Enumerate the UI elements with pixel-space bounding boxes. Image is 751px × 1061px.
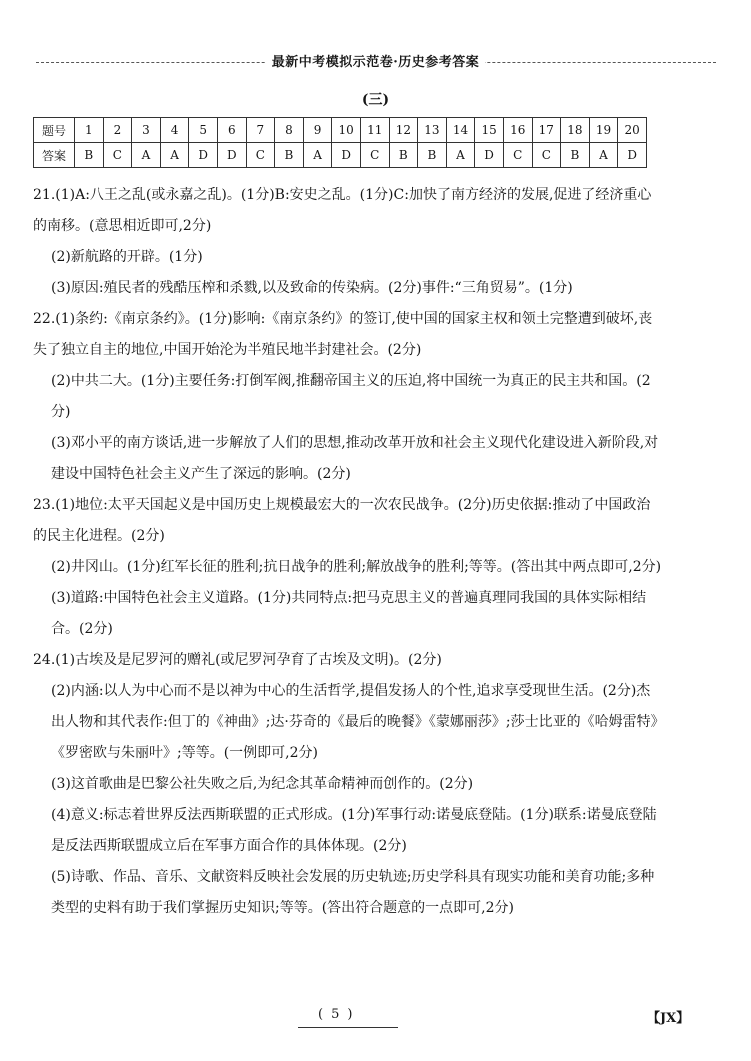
answer-cell: B	[418, 143, 447, 168]
q24-part1: 24.(1)古埃及是尼罗河的赠礼(或尼罗河孕育了古埃及文明)。(2分)	[33, 652, 442, 668]
question-number-cell: 19	[589, 118, 618, 143]
q23-part2: (2)井冈山。(1分)红军长征的胜利;抗日战争的胜利;解放战争的胜利;等等。(答出其中两点即可,2分)	[51, 559, 662, 575]
question-number-cell: 8	[275, 118, 304, 143]
edition-tag: 【JX】	[647, 1011, 690, 1026]
question-number-cell: 7	[246, 118, 275, 143]
answer-cell: B	[75, 143, 104, 168]
answer-cell: D	[618, 143, 647, 168]
page-number-left-paren: (	[318, 1007, 324, 1022]
q24-part5: (5)诗歌、作品、音乐、文献资料反映社会发展的历史轨迹;历史学科具有现实功能和美育功能;多种类型的史料有助于我们掌握历史知识;等等。(答出符合题意的一点即可,2分)	[51, 869, 655, 916]
answer-cell: A	[132, 143, 161, 168]
question-number-cell: 12	[389, 118, 418, 143]
page-number-right-paren: )	[347, 1007, 353, 1022]
answer-table-answer-row	[34, 143, 647, 168]
answer-cell: C	[103, 143, 132, 168]
answer-cell: B	[275, 143, 304, 168]
question-number-cell: 14	[446, 118, 475, 143]
answer-cell: B	[389, 143, 418, 168]
q23-part1: 23.(1)地位:太平天国起义是中国历史上规模最宏大的一次农民战争。(2分)历史依据:推动了中国政治的民主化进程。(2分)	[33, 497, 651, 544]
answer-cell: D	[189, 143, 218, 168]
answer-row-label: 答案	[34, 143, 75, 168]
answer-cell: C	[532, 143, 561, 168]
question-number-cell: 13	[418, 118, 447, 143]
answer-table	[33, 117, 647, 168]
answer-content	[33, 180, 663, 924]
page-number	[310, 1007, 360, 1022]
question-number-cell: 4	[160, 118, 189, 143]
q22-part3: (3)邓小平的南方谈话,进一步解放了人们的思想,推动改革开放和社会主义现代化建设进入新阶段,对建设中国特色社会主义产生了深远的影响。(2分)	[51, 435, 659, 482]
answer-cell: A	[589, 143, 618, 168]
q22-part2: (2)中共二大。(1分)主要任务:打倒军阀,推翻帝国主义的压迫,将中国统一为真正的民主共和国。(2分)	[51, 373, 651, 420]
answer-cell: A	[160, 143, 189, 168]
q21-part3: (3)原因:殖民者的残酷压榨和杀戮,以及致命的传染病。(2分)事件:“三角贸易”。(1分)	[51, 280, 573, 296]
question-number-cell: 2	[103, 118, 132, 143]
question-number-cell: 6	[217, 118, 246, 143]
q21-part2: (2)新航路的开辟。(1分)	[51, 249, 203, 265]
answer-cell: C	[503, 143, 532, 168]
section-title: (三)	[361, 92, 390, 108]
question-number-cell: 10	[332, 118, 361, 143]
answer-cell: A	[303, 143, 332, 168]
q21-part1: 21.(1)A:八王之乱(或永嘉之乱)。(1分)B:安史之乱。(1分)C:加快了南方经济的发展,促进了经济重心的南移。(意思相近即可,2分)	[33, 187, 652, 234]
question-number-cell: 1	[75, 118, 104, 143]
answer-cell: B	[561, 143, 590, 168]
answer-cell: C	[246, 143, 275, 168]
q23-part3: (3)道路:中国特色社会主义道路。(1分)共同特点:把马克思主义的普遍真理同我国的具体实际相结合。(2分)	[51, 590, 647, 637]
page-number-text: 5	[331, 1007, 340, 1022]
question-number-cell: 20	[618, 118, 647, 143]
question-number-cell: 5	[189, 118, 218, 143]
answer-cell: D	[217, 143, 246, 168]
answer-cell: D	[332, 143, 361, 168]
question-number-cell: 11	[360, 118, 389, 143]
page-number-underline	[298, 1027, 398, 1028]
question-number-cell: 17	[532, 118, 561, 143]
answer-cell: A	[446, 143, 475, 168]
question-number-cell: 15	[475, 118, 504, 143]
question-number-cell: 9	[303, 118, 332, 143]
answer-cell: D	[475, 143, 504, 168]
answer-table-number-row	[34, 118, 647, 143]
header-title-text: 最新中考模拟示范卷·历史参考答案	[266, 55, 486, 70]
number-row-label: 题号	[34, 118, 75, 143]
question-number-cell: 3	[132, 118, 161, 143]
page-header	[0, 51, 751, 70]
q24-part4: (4)意义:标志着世界反法西斯联盟的正式形成。(1分)军事行动:诺曼底登陆。(1分)联系:诺曼底登陆是反法西斯联盟成立后在军事方面合作的具体体现。(2分)	[51, 807, 657, 854]
q24-part3: (3)这首歌曲是巴黎公社失败之后,为纪念其革命精神而创作的。(2分)	[51, 776, 474, 792]
q22-part1: 22.(1)条约:《南京条约》。(1分)影响:《南京条约》的签订,使中国的国家主权和领土完整遭到破坏,丧失了独立自主的地位,中国开始沦为半殖民地半封建社会。(2分)	[33, 311, 653, 358]
question-number-cell: 18	[561, 118, 590, 143]
answer-cell: C	[360, 143, 389, 168]
q24-part2: (2)内涵:以人为中心而不是以神为中心的生活哲学,提倡发扬人的个性,追求享受现世生活。(2分)杰出人物和其代表作:但丁的《神曲》;达·芬奇的《最后的晚餐》《蒙娜丽莎》;莎士比亚的《哈姆雷特》《罗密欧与朱丽叶》;等等。(一例即可,2分)	[51, 683, 658, 761]
question-number-cell: 16	[503, 118, 532, 143]
